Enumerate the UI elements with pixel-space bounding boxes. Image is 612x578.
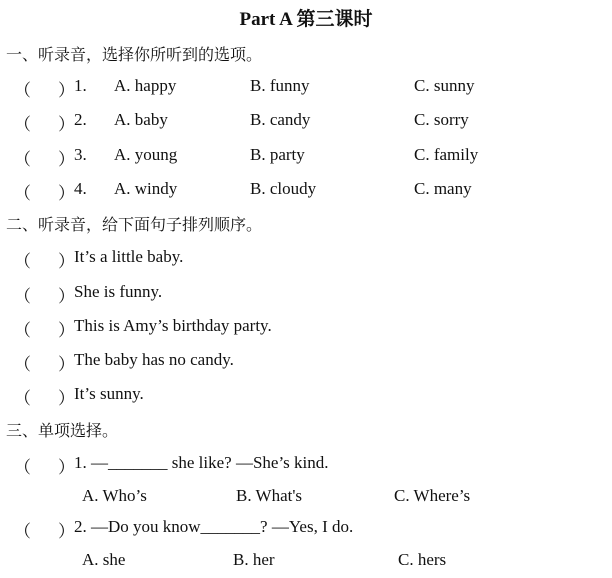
sentence-text: It’s a little baby.	[74, 247, 184, 266]
answer-paren-close: ）	[58, 355, 75, 374]
s3-question-2-options	[0, 550, 612, 576]
option-c: C. family	[414, 145, 479, 164]
answer-paren-open[interactable]: （	[14, 321, 31, 340]
sentence-text: This is Amy’s birthday party.	[74, 316, 272, 335]
s3-question-1	[0, 453, 612, 479]
answer-paren-open[interactable]: （	[14, 81, 31, 100]
option-c: C. hers	[398, 550, 447, 569]
option-b: B. cloudy	[250, 179, 317, 198]
question-number: 2.	[74, 110, 87, 129]
answer-paren-open[interactable]: （	[14, 389, 31, 408]
answer-paren-close: ）	[58, 150, 75, 169]
option-a: A. windy	[114, 179, 178, 198]
answer-paren-open[interactable]: （	[14, 115, 31, 134]
answer-paren-open[interactable]: （	[14, 355, 31, 374]
s2-sentence-4	[0, 350, 612, 376]
answer-paren-close: ）	[58, 252, 75, 271]
option-c: C. sorry	[414, 110, 469, 129]
option-b: B. What's	[236, 486, 303, 505]
option-c: C. many	[414, 179, 472, 198]
answer-paren-close: ）	[58, 184, 75, 203]
section-1-heading: 一、听录音，选择你所听到的选项。	[6, 45, 263, 64]
section-2-heading: 二、听录音，给下面句子排列顺序。	[6, 215, 263, 234]
question-number: 1.	[74, 76, 87, 95]
question-number: 4.	[74, 179, 87, 198]
s2-sentence-2	[0, 282, 612, 308]
answer-paren-close: ）	[58, 287, 75, 306]
option-b: B. funny	[250, 76, 310, 95]
option-b: B. candy	[250, 110, 311, 129]
s2-sentence-1	[0, 247, 612, 273]
question-stem: 1. —_______ she like? —She’s kind.	[74, 453, 329, 472]
answer-paren-open[interactable]: （	[14, 522, 31, 541]
section-3-heading: 三、单项选择。	[6, 421, 119, 440]
option-b: B. party	[250, 145, 305, 164]
question-number: 3.	[74, 145, 87, 164]
page-title: Part A 第三课时	[239, 9, 373, 30]
option-a: A. Who’s	[82, 486, 147, 505]
s3-question-2	[0, 517, 612, 543]
sentence-text: She is funny.	[74, 282, 163, 301]
option-a: A. she	[82, 550, 126, 569]
question-stem: 2. —Do you know_______? —Yes, I do.	[74, 517, 354, 536]
sentence-text: The baby has no candy.	[74, 350, 234, 369]
s1-question-4	[0, 179, 612, 205]
answer-paren-open[interactable]: （	[14, 252, 31, 271]
option-c: C. sunny	[414, 76, 475, 95]
option-a: A. baby	[114, 110, 168, 129]
answer-paren-close: ）	[58, 458, 75, 477]
sentence-text: It’s sunny.	[74, 384, 144, 403]
s2-sentence-3	[0, 316, 612, 342]
answer-paren-close: ）	[58, 81, 75, 100]
answer-paren-open[interactable]: （	[14, 458, 31, 477]
option-a: A. young	[114, 145, 178, 164]
option-a: A. happy	[114, 76, 177, 95]
s2-sentence-5	[0, 384, 612, 410]
s3-question-1-options	[0, 486, 612, 512]
answer-paren-open[interactable]: （	[14, 150, 31, 169]
s1-question-1	[0, 76, 612, 102]
option-b: B. her	[233, 550, 275, 569]
answer-paren-close: ）	[58, 389, 75, 408]
option-c: C. Where’s	[394, 486, 471, 505]
s1-question-2	[0, 110, 612, 136]
answer-paren-open[interactable]: （	[14, 287, 31, 306]
answer-paren-close: ）	[58, 522, 75, 541]
answer-paren-close: ）	[58, 115, 75, 134]
s1-question-3	[0, 145, 612, 171]
answer-paren-open[interactable]: （	[14, 184, 31, 203]
answer-paren-close: ）	[58, 321, 75, 340]
